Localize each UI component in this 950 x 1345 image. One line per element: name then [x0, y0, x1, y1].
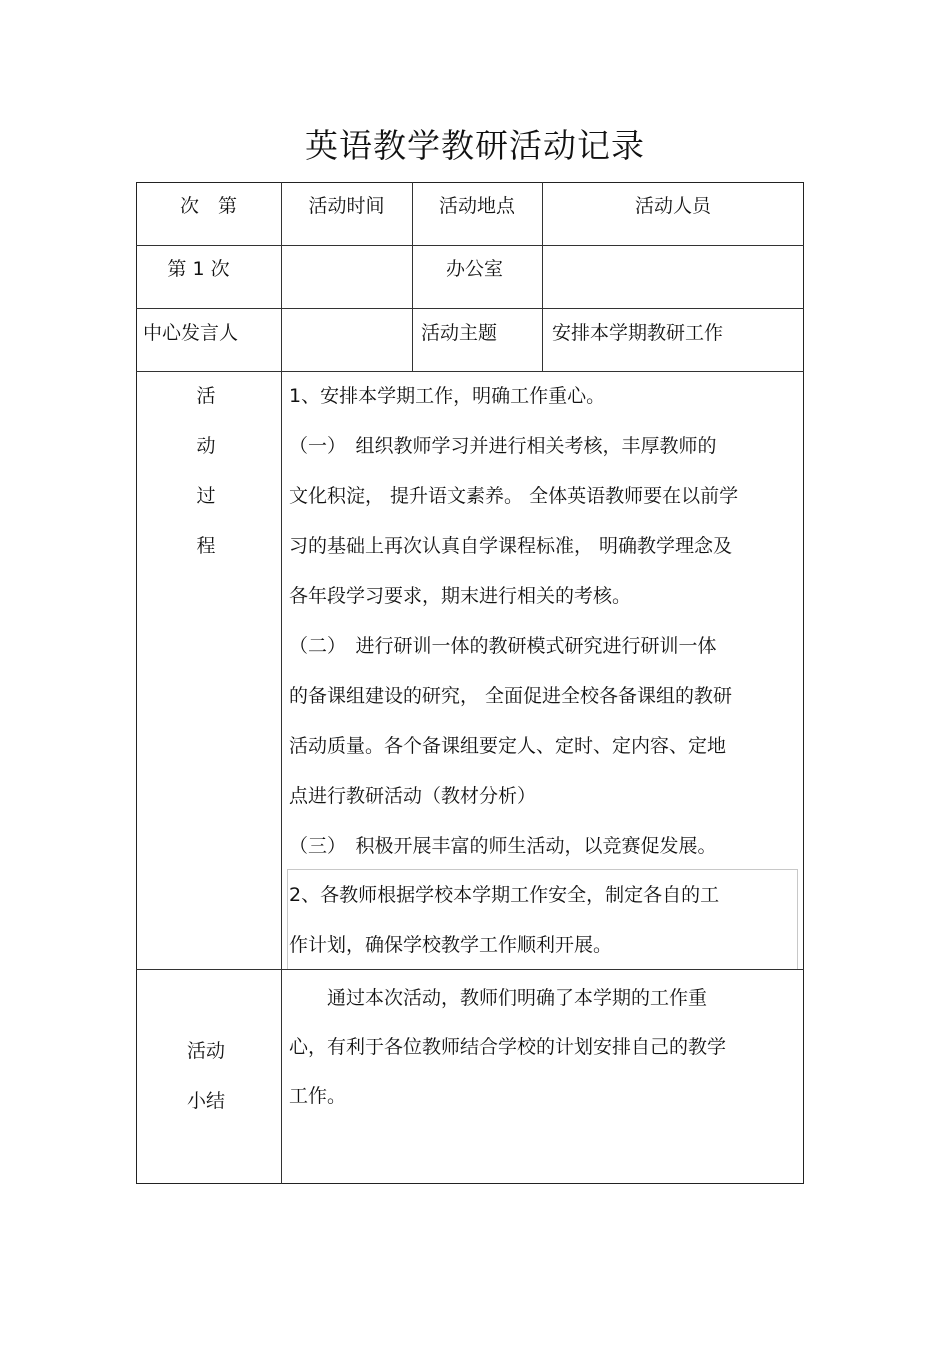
- process-label-char: 程: [196, 535, 216, 557]
- header-time: 活动时间: [308, 195, 385, 217]
- process-line: 1、安排本学期工作，明确工作重心。: [289, 385, 606, 407]
- theme-label: 活动主题: [421, 322, 498, 344]
- process-line: 习的基础上再次认真自学课程标准， 明确教学理念及: [289, 535, 733, 557]
- process-line: 的备课组建设的研究， 全面促进全校各备课组的教研: [289, 685, 733, 707]
- session-number: 第 1 次: [167, 258, 230, 280]
- summary-content: [289, 974, 789, 1121]
- process-label: [136, 385, 276, 585]
- header-members: 活动人员: [634, 195, 711, 217]
- process-line: 2、各教师根据学校本学期工作安全，制定各自的工: [289, 884, 720, 906]
- activity-place: 办公室: [445, 258, 503, 280]
- summary-line: 工作。: [289, 1085, 347, 1107]
- process-label-char: 过: [196, 485, 216, 507]
- speaker-label: 中心发言人: [143, 322, 239, 344]
- process-line: （二） 进行研训一体的教研模式研究进行研训一体: [289, 635, 717, 657]
- process-line: 点进行教研活动（教材分析）: [289, 785, 537, 807]
- summary-label: [136, 1040, 276, 1140]
- header-times: 次 第: [179, 195, 237, 217]
- process-line: （三） 积极开展丰富的师生活动，以竞赛促发展。: [289, 835, 717, 857]
- process-label-char: 活: [196, 385, 216, 407]
- process-content: [289, 371, 799, 871]
- row-divider: [136, 308, 804, 309]
- process-label-char: 动: [196, 435, 216, 457]
- process-line: （一） 组织教师学习并进行相关考核，丰厚教师的: [289, 435, 717, 457]
- row-divider: [136, 245, 804, 246]
- process-item2: [289, 870, 799, 970]
- summary-line: 心，有利于各位教师结合学校的计划安排自己的教学: [289, 1036, 727, 1058]
- process-line: 活动质量。各个备课组要定人、定时、定内容、定地: [289, 735, 727, 757]
- process-line: 文化积淀， 提升语文素养。 全体英语教师要在以前学: [289, 485, 739, 507]
- document-title: 英语教学教研活动记录: [305, 126, 645, 165]
- process-line: 作计划，确保学校教学工作顺利开展。: [289, 934, 613, 956]
- summary-label-line: 活动: [186, 1040, 225, 1062]
- theme-value: 安排本学期教研工作: [552, 322, 724, 344]
- process-line: 各年段学习要求，期末进行相关的考核。: [289, 585, 632, 607]
- column-divider: [281, 182, 282, 1184]
- summary-label-line: 小结: [186, 1090, 225, 1112]
- header-place: 活动地点: [438, 195, 515, 217]
- summary-line: 通过本次活动，教师们明确了本学期的工作重: [289, 987, 708, 1009]
